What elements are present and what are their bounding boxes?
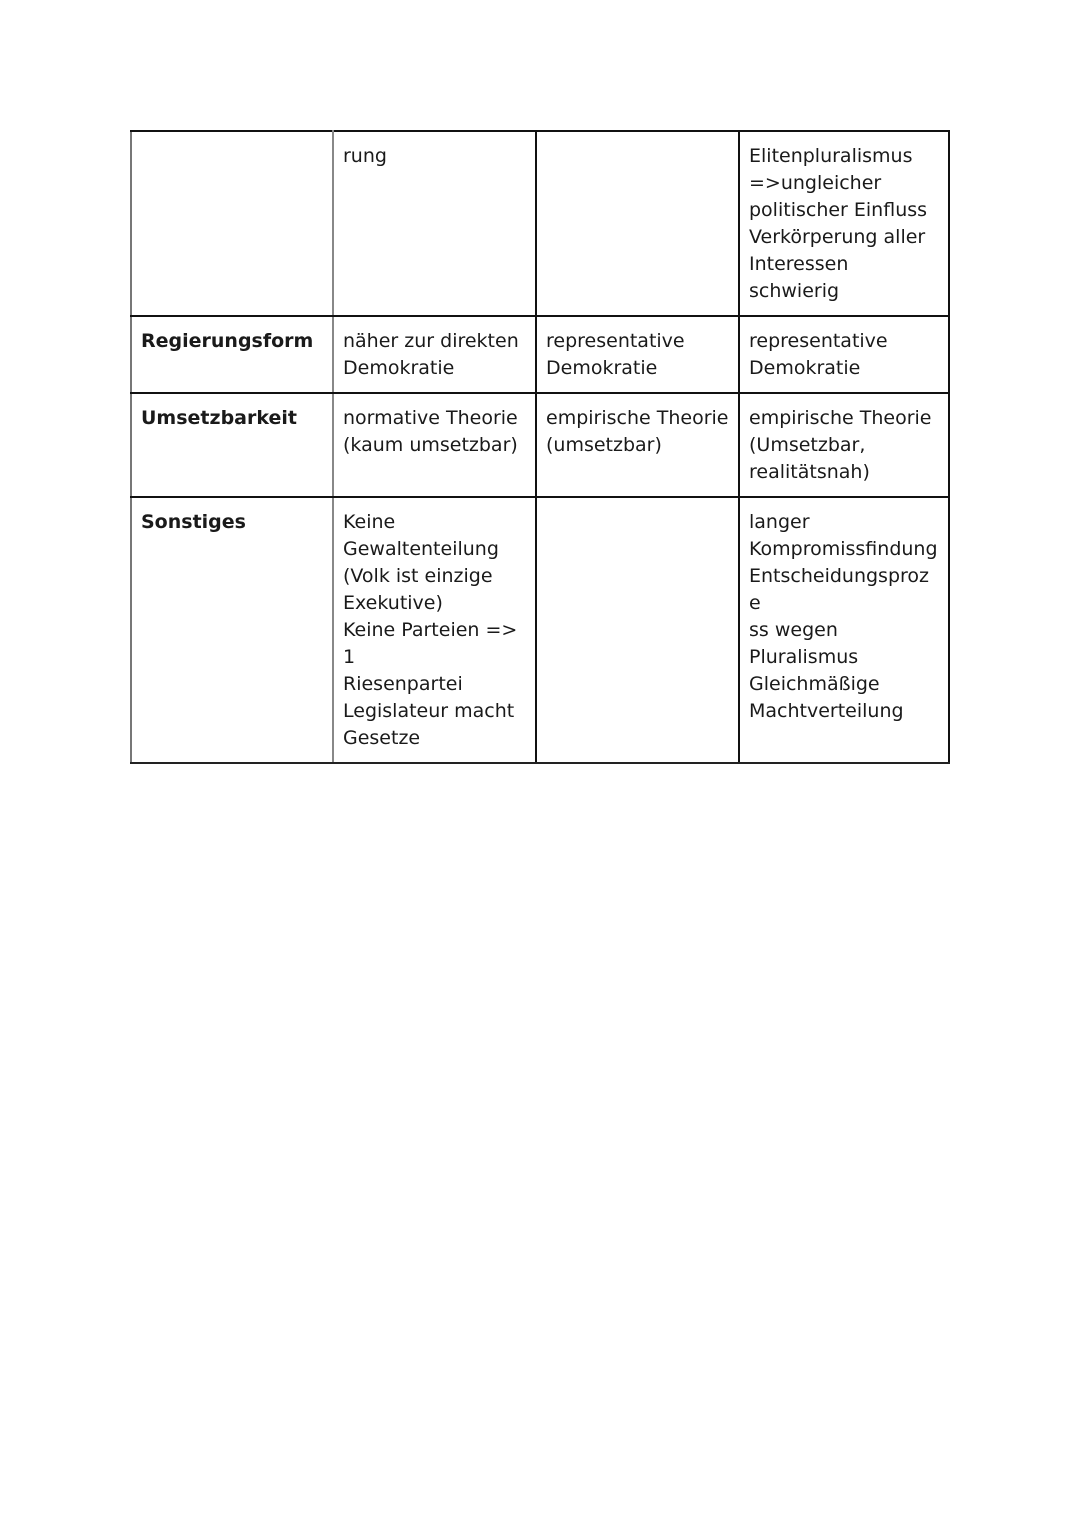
cell-line: (kaum umsetzbar) bbox=[343, 434, 518, 456]
cell-line: =>ungleicher bbox=[749, 172, 882, 194]
row-label-cell bbox=[131, 131, 333, 316]
table-cell bbox=[333, 316, 536, 393]
table-cell bbox=[536, 131, 739, 316]
table-cell bbox=[333, 131, 536, 316]
table-cell bbox=[333, 497, 536, 763]
table-row bbox=[131, 316, 949, 393]
cell-line: Interessen schwierig bbox=[749, 253, 849, 302]
cell-line: realitätsnah) bbox=[749, 461, 870, 483]
cell-line: representative bbox=[546, 330, 685, 352]
cell-line: Gleichmäßige bbox=[749, 673, 880, 695]
table-row bbox=[131, 497, 949, 763]
table-cell bbox=[739, 131, 949, 316]
table-cell bbox=[536, 393, 739, 497]
cell-line: Elitenpluralismus bbox=[749, 145, 913, 167]
table-row bbox=[131, 131, 949, 316]
cell-line: empirische Theorie bbox=[546, 407, 729, 429]
table-cell bbox=[739, 497, 949, 763]
cell-line: Keine bbox=[343, 511, 396, 533]
row-label-cell bbox=[131, 393, 333, 497]
cell-line: Demokratie bbox=[343, 357, 455, 379]
cell-line: Exekutive) bbox=[343, 592, 443, 614]
row-label-sonstiges: Sonstiges bbox=[141, 511, 246, 533]
cell-line: normative Theorie bbox=[343, 407, 518, 429]
table-cell bbox=[739, 393, 949, 497]
row-label-cell bbox=[131, 497, 333, 763]
table-row bbox=[131, 393, 949, 497]
cell-line: Demokratie bbox=[546, 357, 658, 379]
table-cell bbox=[536, 316, 739, 393]
cell-line: näher zur direkten bbox=[343, 330, 519, 352]
cell-line: (Umsetzbar, bbox=[749, 434, 866, 456]
row-label-cell bbox=[131, 316, 333, 393]
cell-line: Verkörperung aller bbox=[749, 226, 926, 248]
cell-line: rung bbox=[343, 145, 387, 167]
row-label-umsetzbarkeit: Umsetzbarkeit bbox=[141, 407, 297, 429]
cell-line: Gewaltenteilung bbox=[343, 538, 499, 560]
cell-line: Demokratie bbox=[749, 357, 861, 379]
row-label-regierungsform: Regierungsform bbox=[141, 330, 314, 352]
cell-line: Gesetze bbox=[343, 727, 421, 749]
table-cell bbox=[333, 393, 536, 497]
cell-line: langer bbox=[749, 511, 810, 533]
cell-line: Riesenpartei bbox=[343, 673, 463, 695]
cell-line: (Volk ist einzige bbox=[343, 565, 493, 587]
cell-line: Entscheidungsproze bbox=[749, 565, 930, 614]
table-cell bbox=[739, 316, 949, 393]
cell-line: ss wegen bbox=[749, 619, 838, 641]
cell-line: Keine Parteien => 1 bbox=[343, 619, 518, 668]
cell-line: politischer Einfluss bbox=[749, 199, 928, 221]
comparison-table bbox=[130, 130, 950, 764]
table-cell bbox=[536, 497, 739, 763]
cell-line: Machtverteilung bbox=[749, 700, 904, 722]
cell-line: Pluralismus bbox=[749, 646, 859, 668]
cell-line: Legislateur macht bbox=[343, 700, 515, 722]
cell-line: Kompromissfindung bbox=[749, 538, 938, 560]
cell-line: representative bbox=[749, 330, 888, 352]
cell-line: empirische Theorie bbox=[749, 407, 932, 429]
cell-line: (umsetzbar) bbox=[546, 434, 662, 456]
